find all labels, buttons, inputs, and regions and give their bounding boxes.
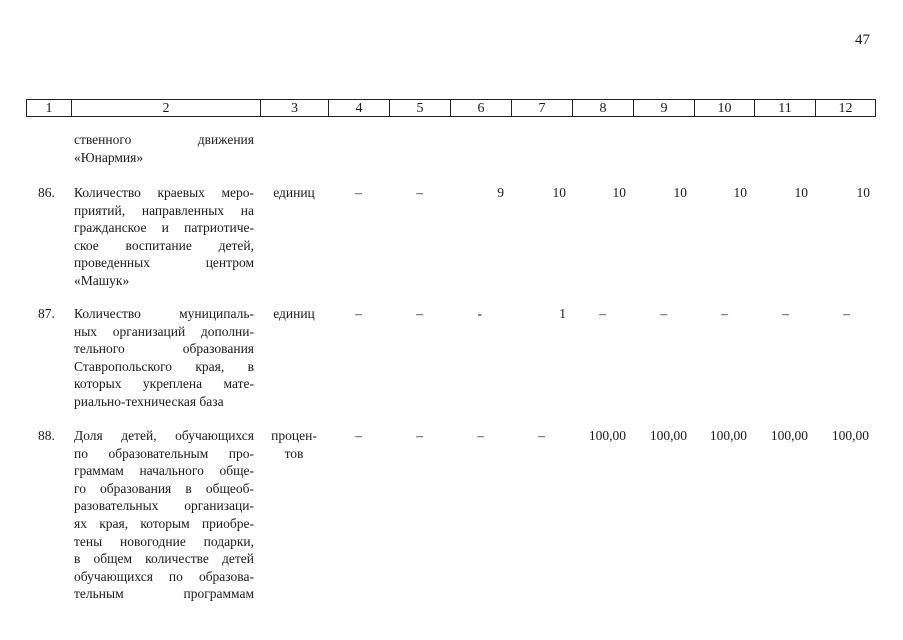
unit-line: тов xyxy=(284,445,304,461)
description-line: го образования в общеоб- xyxy=(74,480,254,496)
page-number: 47 xyxy=(855,32,870,48)
value-cell: – xyxy=(599,306,606,321)
row-number: 87. xyxy=(38,306,55,321)
description-line: в общем количестве детей xyxy=(74,551,254,567)
value-cell: 100,00 xyxy=(709,428,747,443)
header-cell: 1 xyxy=(27,100,72,117)
description-line: ных организаций дополни- xyxy=(74,323,254,339)
value-cell: – xyxy=(721,306,728,321)
header-cell: 8 xyxy=(573,100,634,117)
description-line: которых укреплена мате- xyxy=(74,376,254,392)
row-number: 88. xyxy=(38,428,55,443)
header-cell: 12 xyxy=(838,101,853,116)
value-cell: 1 xyxy=(559,306,566,321)
description-line: разовательных организаци- xyxy=(74,498,254,514)
value-cell: - xyxy=(477,306,482,321)
description-line: ях края, которым приобре- xyxy=(74,515,254,531)
value-cell: – xyxy=(660,306,667,321)
value-cell: – xyxy=(416,428,423,443)
description-line: приятий, направленных на xyxy=(74,202,254,218)
value-cell: 10 xyxy=(794,185,808,200)
unit-cell xyxy=(264,427,324,462)
description-line: Количество муниципаль- xyxy=(74,306,254,321)
description-line: проведенных центром xyxy=(74,255,254,271)
unit-line: единиц xyxy=(273,306,315,321)
header-cell: 2 xyxy=(72,100,261,117)
value-cell: – xyxy=(538,428,545,443)
description-line: «Машук» xyxy=(74,272,130,288)
description-line: «Юнармия» xyxy=(74,149,144,165)
row-number: 86. xyxy=(38,185,55,200)
unit-cell xyxy=(264,305,324,323)
value-cell: 10 xyxy=(856,185,870,200)
value-cell: 100,00 xyxy=(588,428,626,443)
value-cell: 9 xyxy=(497,185,504,200)
description-line: ское воспитание детей, xyxy=(74,237,254,253)
header-cell: 10 xyxy=(695,100,755,117)
description-line: тельным программам xyxy=(74,586,254,602)
description-line: гражданское и патриотиче- xyxy=(74,220,254,236)
value-cell: – xyxy=(782,306,789,321)
value-cell: – xyxy=(355,428,362,443)
description-line: Количество краевых меро- xyxy=(74,185,254,200)
value-cell: – xyxy=(477,428,484,443)
row-description xyxy=(74,305,254,411)
description-line: граммам начального обще- xyxy=(74,463,254,479)
header-cell: 6 xyxy=(451,100,512,117)
continuation-description xyxy=(74,131,254,166)
value-cell: – xyxy=(355,306,362,321)
row-description xyxy=(74,427,254,603)
value-cell: – xyxy=(355,185,362,200)
table-header-row xyxy=(26,99,876,117)
unit-line: процен- xyxy=(271,428,317,443)
header-cell: 3 xyxy=(261,100,329,117)
description-line: тены новогодние подарки, xyxy=(74,533,254,549)
header-cell: 9 xyxy=(634,100,695,117)
header-cell: 4 xyxy=(329,100,390,117)
unit-cell xyxy=(264,184,324,202)
header-cell: 7 xyxy=(512,100,573,117)
description-line: ственного движения xyxy=(74,132,254,147)
description-line: Доля детей, обучающихся xyxy=(74,428,254,443)
value-cell: – xyxy=(843,306,850,321)
unit-line: единиц xyxy=(273,185,315,200)
description-line: риально-техническая база xyxy=(74,393,224,409)
value-cell: 10 xyxy=(733,185,747,200)
row-description xyxy=(74,184,254,290)
description-line: тельного образования xyxy=(74,341,254,357)
value-cell: 100,00 xyxy=(770,428,808,443)
value-cell: 10 xyxy=(552,185,566,200)
description-line: обучающихся по образова- xyxy=(74,568,254,584)
value-cell: 100,00 xyxy=(649,428,687,443)
value-cell: 10 xyxy=(673,185,687,200)
header-cell: 5 xyxy=(390,100,451,117)
value-cell: – xyxy=(416,306,423,321)
description-line: по образовательным про- xyxy=(74,445,254,461)
value-cell: 100,00 xyxy=(831,428,869,443)
description-line: Ставропольского края, в xyxy=(74,358,254,374)
value-cell: 10 xyxy=(612,185,626,200)
header-cell: 11 xyxy=(755,100,816,117)
value-cell: – xyxy=(416,185,423,200)
